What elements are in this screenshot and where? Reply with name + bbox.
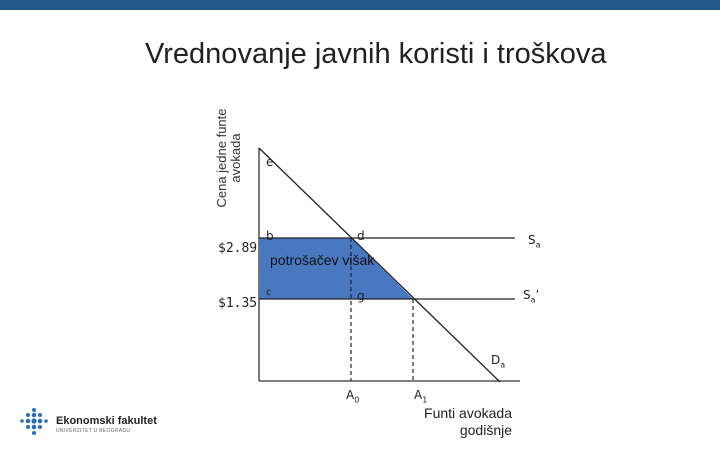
- point-d-label: d: [357, 229, 365, 243]
- point-g-label: g: [357, 289, 365, 303]
- point-b-label: b: [266, 229, 274, 243]
- quantity-a0-label: $A_0$: [346, 388, 360, 405]
- y-axis-label: Cena jedne funte avokada: [214, 108, 243, 208]
- consumer-surplus-label: potrošačev višak: [270, 252, 375, 268]
- price-high-label: $2.89: [218, 241, 258, 256]
- demand-curve-label: $D_a$: [491, 353, 506, 370]
- logo-subtitle: UNIVERZITET U BEOGRADU: [56, 428, 131, 434]
- price-low-label: $1.35: [218, 296, 258, 311]
- x-axis-label: Funti avokada godišnje: [424, 405, 512, 438]
- supply-new-curve-label: $S_a$’: [523, 288, 540, 305]
- quantity-a1-label: $A_1$: [414, 388, 428, 405]
- consumer-surplus-area: [259, 238, 413, 299]
- point-e-label: e: [266, 155, 274, 169]
- logo-name: Ekonomski fakultet: [56, 415, 157, 427]
- page-title: Vrednovanje javnih koristi i troškova: [145, 38, 607, 70]
- point-c-label: c: [266, 287, 272, 298]
- supply-curve-label: $S_a$: [528, 233, 541, 250]
